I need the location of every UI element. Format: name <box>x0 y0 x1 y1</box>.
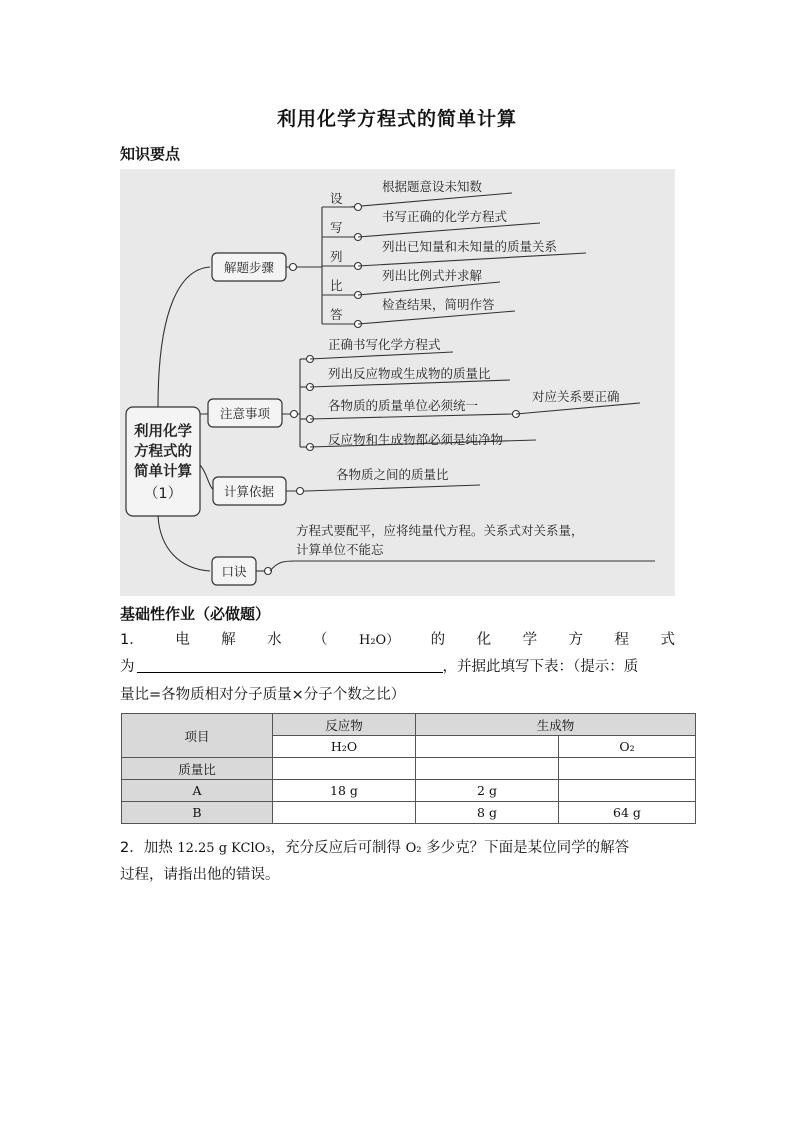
note-extra-text: 对应关系要正确 <box>532 389 620 404</box>
q1-word: 化 <box>476 632 492 648</box>
table-cell: 64 g <box>559 802 696 824</box>
q2-text: 2．加热 <box>120 840 178 856</box>
table-cell[interactable] <box>559 780 696 802</box>
question-2-line-1 <box>120 835 675 862</box>
q1-suffix: ，并据此填写下表：（提示：质 <box>442 659 639 675</box>
header-item: 项目 <box>122 714 273 758</box>
sub-header-h2o: H₂O <box>273 736 416 758</box>
q1-word: 1． <box>120 632 144 648</box>
note-text-4: 反应物和生成物都必须是纯净物 <box>328 432 504 447</box>
q1-word: 方 <box>568 632 584 648</box>
q2-text: 多少克？下面是某位同学的解答 <box>421 840 630 856</box>
step-key-2: 写 <box>330 220 343 235</box>
branch-label-basis: 计算依据 <box>223 484 275 499</box>
step-text-4: 列出比例式并求解 <box>382 268 483 283</box>
q1-word: 学 <box>522 632 538 648</box>
q1-word: 解 <box>221 632 236 648</box>
step-key-1: 设 <box>330 191 343 206</box>
question-1-line-2 <box>120 654 675 681</box>
q1-prefix: 为 <box>120 659 135 675</box>
q2-text: ，充分反应后可制得 <box>270 840 406 856</box>
step-key-4: 比 <box>330 278 343 293</box>
step-text-5: 检查结果，简明作答 <box>382 297 495 312</box>
step-key-5: 答 <box>330 307 343 322</box>
connector-rhyme <box>158 516 210 571</box>
q1-word: （ <box>313 632 328 648</box>
branch-label-steps: 解题步骤 <box>223 260 275 275</box>
sub-header-product-1 <box>416 736 559 758</box>
section-heading-homework: 基础性作业（必做题） <box>120 605 271 623</box>
question-2-line-2: 过程，请指出他的错误。 <box>120 867 280 883</box>
header-reactant: 反应物 <box>273 714 416 736</box>
header-product: 生成物 <box>416 714 696 736</box>
rhyme-text-line-2: 计算单位不能忘 <box>296 542 384 557</box>
table-cell: 18 g <box>273 780 416 802</box>
step-text-3: 列出已知量和未知量的质量关系 <box>382 239 558 254</box>
row-label: A <box>122 780 273 802</box>
center-line-1: 利用化学 <box>134 424 192 440</box>
sub-header-o2: O₂ <box>559 736 696 758</box>
q1-word-formula: H₂O） <box>359 633 400 648</box>
q1-word: 电 <box>175 632 190 648</box>
row-label: B <box>122 802 273 824</box>
q2-formula-o2: O₂ <box>405 841 422 856</box>
mind-map-diagram <box>120 169 675 596</box>
step-text-1: 根据题意设未知数 <box>382 179 483 194</box>
center-line-4: （1） <box>143 486 183 502</box>
table-cell[interactable] <box>273 758 416 780</box>
branch-label-notes: 注意事项 <box>219 406 271 421</box>
note-text-1: 正确书写化学方程式 <box>328 337 441 352</box>
connector-steps <box>158 267 210 407</box>
q1-word: 式 <box>660 632 675 648</box>
q1-word: 程 <box>614 632 629 648</box>
note-text-3: 各物质的质量单位必须统一 <box>328 398 479 413</box>
section-heading-knowledge: 知识要点 <box>120 145 181 163</box>
q1-word: 的 <box>430 632 446 648</box>
mass-ratio-table <box>121 713 696 824</box>
table-cell[interactable] <box>273 802 416 824</box>
branch-label-rhyme: 口诀 <box>221 564 247 579</box>
row-label: 质量比 <box>122 758 273 780</box>
rhyme-text-line-1: 方程式要配平，应将纯量代方程。关系式对关系量， <box>296 523 584 538</box>
q1-word: 水 <box>267 632 282 648</box>
step-text-2: 书写正确的化学方程式 <box>382 209 508 224</box>
question-2 <box>120 835 675 889</box>
table-cell[interactable] <box>416 758 559 780</box>
center-line-2: 方程式的 <box>134 444 192 460</box>
center-line-3: 简单计算 <box>134 464 192 480</box>
q2-formula-kclo3: 12.25 g KClO₃ <box>177 841 271 856</box>
answer-blank[interactable] <box>137 656 443 673</box>
question-1-line-3: 量比=各物质相对分子质量×分子个数之比） <box>120 687 406 703</box>
question-1-line-1 <box>120 627 675 654</box>
table-cell[interactable] <box>559 758 696 780</box>
page-title: 利用化学方程式的简单计算 <box>276 108 517 130</box>
note-text-2: 列出反应物或生成物的质量比 <box>328 366 491 381</box>
table-cell: 2 g <box>416 780 559 802</box>
mind-map <box>120 169 675 596</box>
step-key-3: 列 <box>330 249 343 264</box>
table-cell: 8 g <box>416 802 559 824</box>
basis-text: 各物质之间的质量比 <box>336 467 449 482</box>
